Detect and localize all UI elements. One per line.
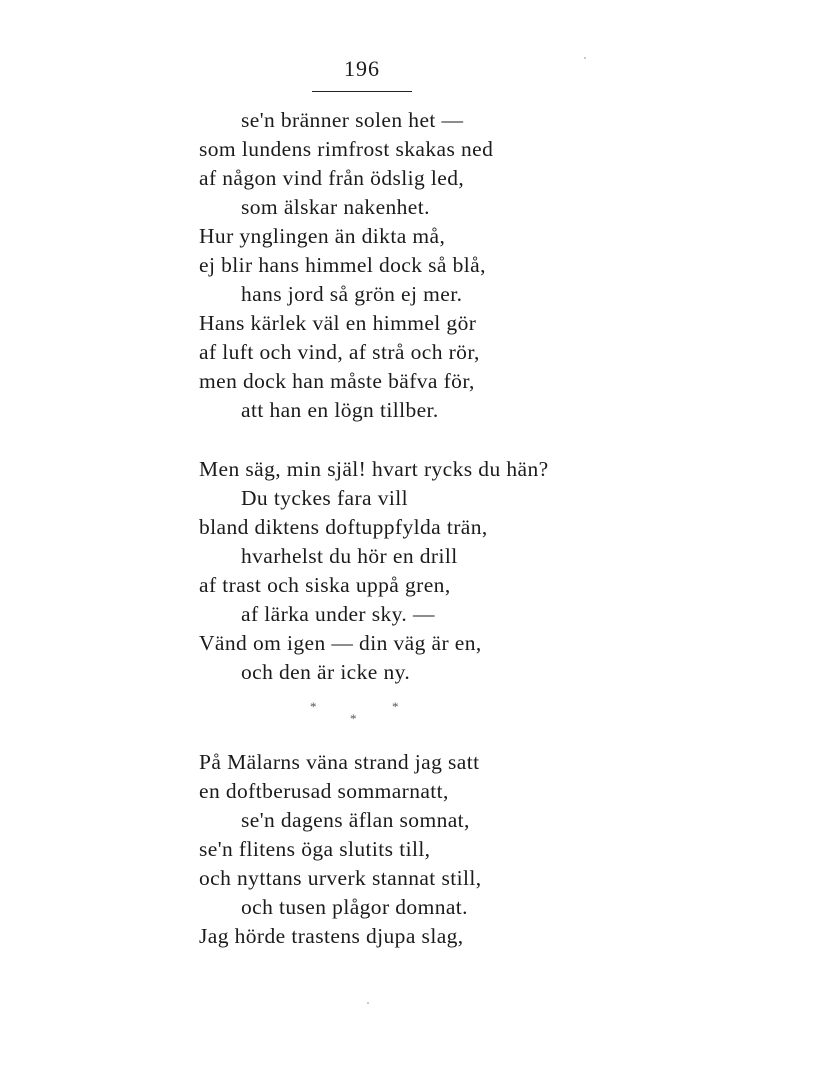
separator-star: * bbox=[350, 711, 357, 726]
page-number-rule bbox=[312, 91, 412, 92]
poem-line: Hur ynglingen än dikta må, bbox=[199, 224, 446, 248]
poem-line: Du tyckes fara vill bbox=[241, 486, 409, 510]
separator-star: * bbox=[310, 699, 317, 714]
poem-line: hvarhelst du hör en drill bbox=[241, 544, 458, 568]
poem-line: som älskar nakenhet. bbox=[241, 195, 430, 219]
poem-line: men dock han måste bäfva för, bbox=[199, 369, 475, 393]
poem-line: och tusen plågor domnat. bbox=[241, 895, 468, 919]
separator-star: * bbox=[392, 699, 399, 714]
poem-line: Vänd om igen — din väg är en, bbox=[199, 631, 482, 655]
poem-line: Hans kärlek väl en himmel gör bbox=[199, 311, 477, 335]
poem-line: Jag hörde trastens djupa slag, bbox=[199, 924, 464, 948]
poem-line: Men säg, min själ! hvart rycks du hän? bbox=[199, 457, 549, 481]
poem-line: och nyttans urverk stannat still, bbox=[199, 866, 482, 890]
poem-line: se'n flitens öga slutits till, bbox=[199, 837, 431, 861]
page-number: 196 bbox=[344, 56, 380, 81]
scan-speck bbox=[367, 1002, 369, 1004]
poem-line: ej blir hans himmel dock så blå, bbox=[199, 253, 486, 277]
poem-line: af trast och siska uppå gren, bbox=[199, 573, 451, 597]
poem-line: som lundens rimfrost skakas ned bbox=[199, 137, 494, 161]
poem-line: se'n bränner solen het — bbox=[241, 108, 464, 132]
poem-line: och den är icke ny. bbox=[241, 660, 411, 684]
poem-line: På Mälarns väna strand jag satt bbox=[199, 750, 480, 774]
poem-line: bland diktens doftuppfylda trän, bbox=[199, 515, 488, 539]
scan-speck bbox=[584, 57, 586, 59]
poem-line: se'n dagens äflan somnat, bbox=[241, 808, 470, 832]
poem-line: en doftberusad sommarnatt, bbox=[199, 779, 449, 803]
poem-line: hans jord så grön ej mer. bbox=[241, 282, 463, 306]
poem-line: af lärka under sky. — bbox=[241, 602, 435, 626]
poem-line: af luft och vind, af strå och rör, bbox=[199, 340, 480, 364]
poem-line: af någon vind från ödslig led, bbox=[199, 166, 465, 190]
poem-line: att han en lögn tillber. bbox=[241, 398, 439, 422]
